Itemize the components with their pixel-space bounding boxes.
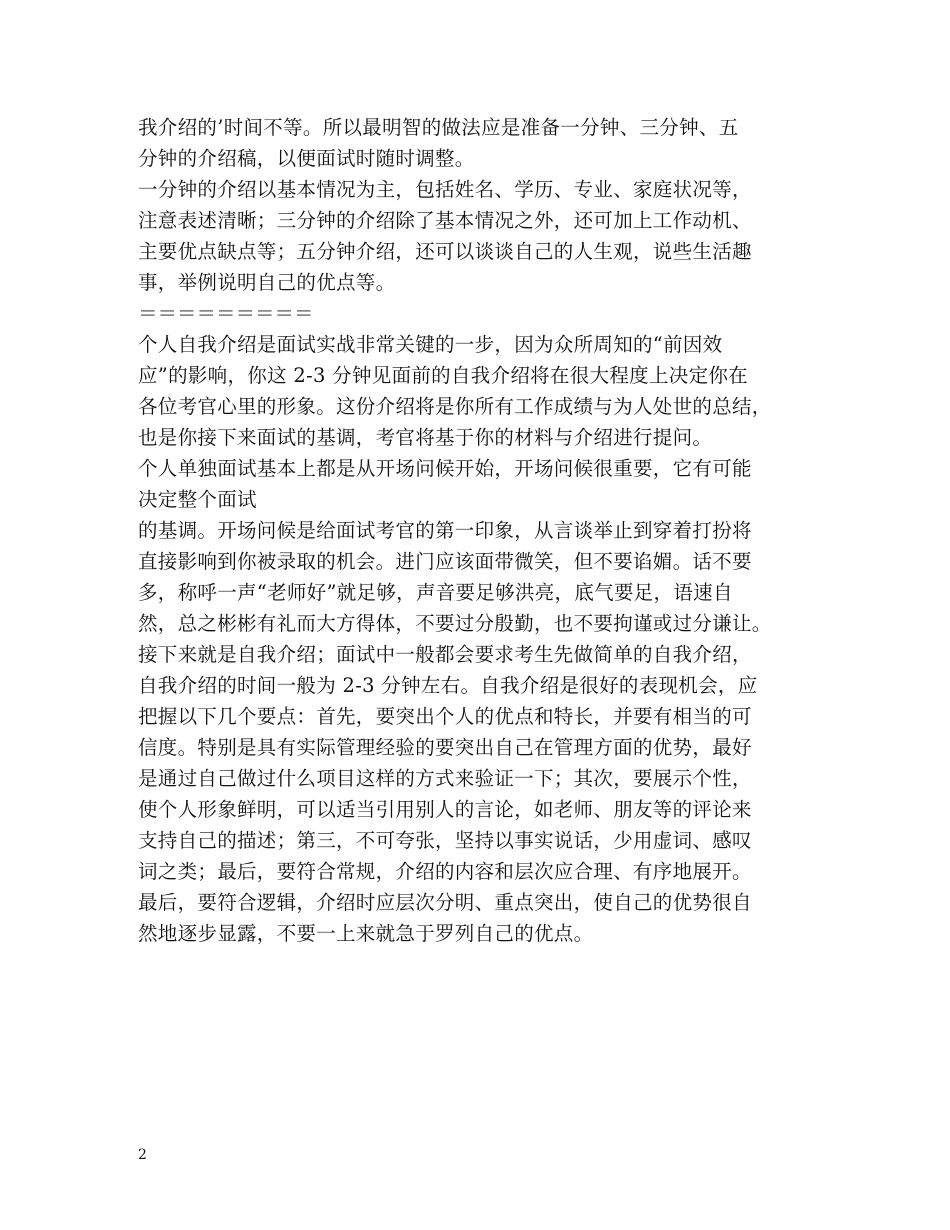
text-line: 个人单独面试基本上都是从开场问候开始，开场问候很重要，它有可能 bbox=[138, 457, 752, 480]
text-line: 事，举例说明自己的优点等。 bbox=[138, 271, 396, 294]
page-number: 2 bbox=[138, 1147, 147, 1163]
text-line: 多，称呼一声“老师好”就足够，声音要足够洪亮，底气要足，语速自 bbox=[138, 581, 733, 604]
text-line: 一分钟的介绍以基本情况为主，包括姓名、学历、专业、家庭状况等， bbox=[138, 178, 752, 201]
text-line: 应”的影响，你这 2-3 分钟见面前的自我介绍将在很大程度上决定你在 bbox=[138, 364, 748, 387]
text-line: 然地逐步显露，不要一上来就急于罗列自己的优点。 bbox=[138, 922, 594, 945]
text-line: 使个人形象鲜明，可以适当引用别人的言论，如老师、朋友等的评论来 bbox=[138, 798, 752, 821]
text-line: 然，总之彬彬有礼而大方得体，不要过分殷勤，也不要拘谨或过分谦让。 bbox=[138, 612, 772, 635]
text-line: 词之类；最后，要符合常规，介绍的内容和层次应合理、有序地展开。 bbox=[138, 860, 752, 883]
text-line: 决定整个面试 bbox=[138, 488, 257, 511]
text-line: 是通过自己做过什么项目这样的方式来验证一下；其次，要展示个性， bbox=[138, 767, 752, 790]
text-line: 我介绍的’时间不等。所以最明智的做法应是准备一分钟、三分钟、五 bbox=[138, 116, 739, 139]
text-line: 信度。特别是具有实际管理经验的要突出自己在管理方面的优势，最好 bbox=[138, 736, 752, 759]
text-line: 最后，要符合逻辑，介绍时应层次分明、重点突出，使自己的优势很自 bbox=[138, 891, 752, 914]
text-line: 主要优点缺点等；五分钟介绍，还可以谈谈自己的人生观，说些生活趣 bbox=[138, 240, 752, 263]
text-line: 分钟的介绍稿，以便面试时随时调整。 bbox=[138, 147, 475, 170]
text-line: 也是你接下来面试的基调，考官将基于你的材料与介绍进行提问。 bbox=[138, 426, 713, 449]
text-line: 自我介绍的时间一般为 2-3 分钟左右。自我介绍是很好的表现机会，应 bbox=[138, 674, 758, 697]
text-line: 把握以下几个要点：首先，要突出个人的优点和特长，并要有相当的可 bbox=[138, 705, 752, 728]
document-body bbox=[138, 112, 838, 949]
text-line: 接下来就是自我介绍；面试中一般都会要求考生先做简单的自我介绍， bbox=[138, 643, 752, 666]
text-line: 注意表述清晰；三分钟的介绍除了基本情况之外，还可加上工作动机、 bbox=[138, 209, 752, 232]
text-line: 直接影响到你被录取的机会。进门应该面带微笑，但不要谄媚。话不要 bbox=[138, 550, 752, 573]
text-line: 支持自己的描述；第三，不可夸张，坚持以事实说话，少用虚词、感叹 bbox=[138, 829, 752, 852]
text-line: 各位考官心里的形象。这份介绍将是你所有工作成绩与为人处世的总结， bbox=[138, 395, 772, 418]
text-line: 个人自我介绍是面试实战非常关键的一步，因为众所周知的“前因效 bbox=[138, 333, 723, 356]
section-divider: ＝＝＝＝＝＝＝＝＝ bbox=[138, 302, 314, 325]
text-line: 的基调。开场问候是给面试考官的第一印象，从言谈举止到穿着打扮将 bbox=[138, 519, 752, 542]
